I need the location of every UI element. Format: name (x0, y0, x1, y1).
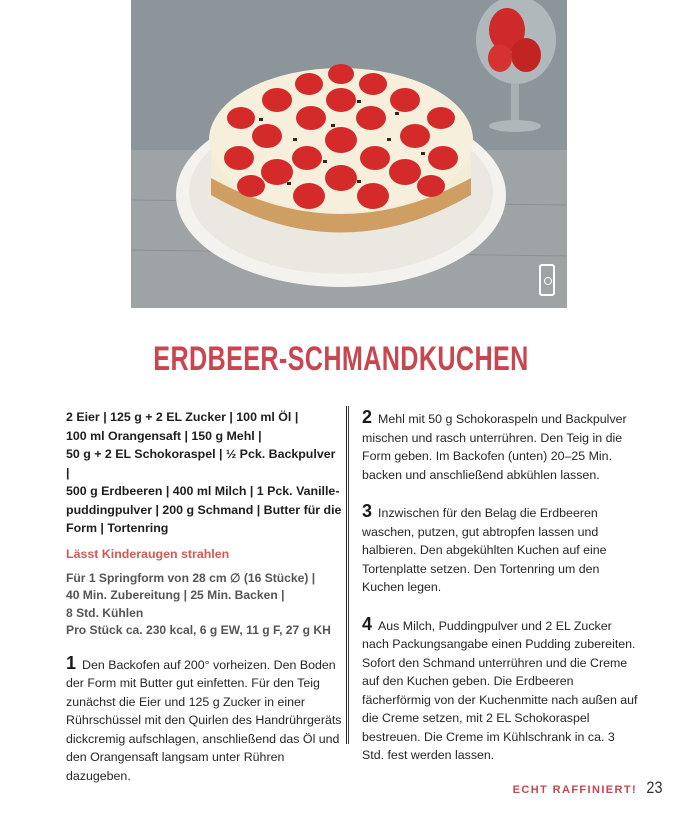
step-number: 1 (66, 652, 77, 673)
page-number: 23 (646, 778, 663, 797)
meta-line: Für 1 Springform von 28 cm ∅ (16 Stücke) | (66, 570, 316, 585)
step-text: Mehl mit 50 g Schokoraspeln und Backpulver mischen und rasch unterrühren. Den Teig in die Form geben. Im Backofen (unten) 20–25 Min. backen und anschließend abkühlen lassen. (362, 412, 627, 482)
step-4 (362, 615, 638, 765)
meta-line: 8 Std. Kühlen (66, 605, 144, 620)
step-number: 4 (362, 613, 373, 634)
left-column (66, 408, 342, 785)
step-text: Den Backofen auf 200° vorheizen. Den Boden der Form mit Butter gut einfetten. Für den Teig zunächst die Eier und 125 g Zucker in einer Rührschüssel mit den Quirlen des Handrührgeräts dickcremig aufschlagen, anschließend das Öl und den Orangensaft langsam unter Rühren dazugeben. (66, 657, 342, 783)
step-text: Aus Milch, Puddingpulver und 2 EL Zucker nach Packungsangabe einen Pudding zubereiten. Sofort den Schmand unterrühren und die Creme auf den Kuchen geben. Die Erdbeeren fächerförmig von der Kuchenmitte nach außen auf die Creme setzen, mit 2 EL Schokoraspel bestreuen. Die Creme im Kühlschrank in ca. 3 Std. fest werden lassen. (362, 618, 638, 762)
ingredient-line: 50 g + 2 EL Schokoraspel | ½ Pck. Backpulver | (66, 447, 336, 480)
recipe-tagline: Lässt Kinderaugen strahlen (66, 546, 230, 561)
right-column (362, 408, 638, 783)
ingredient-line: 100 ml Orangensaft | 150 g Mehl | (66, 428, 262, 443)
ingredient-line: 500 g Erdbeeren | 400 ml Milch | 1 Pck. Vanille- (66, 484, 340, 498)
step-number: 3 (362, 501, 373, 521)
meta-line: 40 Min. Zubereitung | 25 Min. Backen | (66, 588, 285, 603)
step-number: 2 (362, 407, 373, 427)
column-divider (346, 406, 349, 744)
cake-photo (131, 0, 567, 308)
cake-illustration (131, 0, 567, 308)
meta-line: Pro Stück ca. 230 kcal, 6 g EW, 11 g F, 27 g KH (66, 623, 331, 638)
camera-icon (539, 264, 555, 296)
ingredient-line: Form | Tortenring (66, 521, 169, 535)
recipe-meta (66, 570, 342, 640)
recipe-title: ERDBEER-SCHMANDKUCHEN (153, 340, 529, 378)
step-text: Inzwischen für den Belag die Erdbeeren waschen, putzen, gut abtropfen lassen und halbieren. Den abgekühlten Kuchen auf eine Tortenplatte setzen. Den Tortenring um den Kuchen legen. (362, 506, 607, 594)
ingredient-line: puddingpulver | 200 g Schmand | Butter für die (66, 502, 342, 517)
section-label: ECHT RAFFINIERT! (512, 784, 638, 796)
ingredients-list (66, 408, 342, 538)
step-2 (362, 408, 638, 484)
ingredient-line: 2 Eier | 125 g + 2 EL Zucker | 100 ml Öl | (66, 410, 299, 424)
step-3 (362, 502, 638, 597)
page-footer (513, 778, 664, 798)
step-1 (66, 654, 342, 786)
